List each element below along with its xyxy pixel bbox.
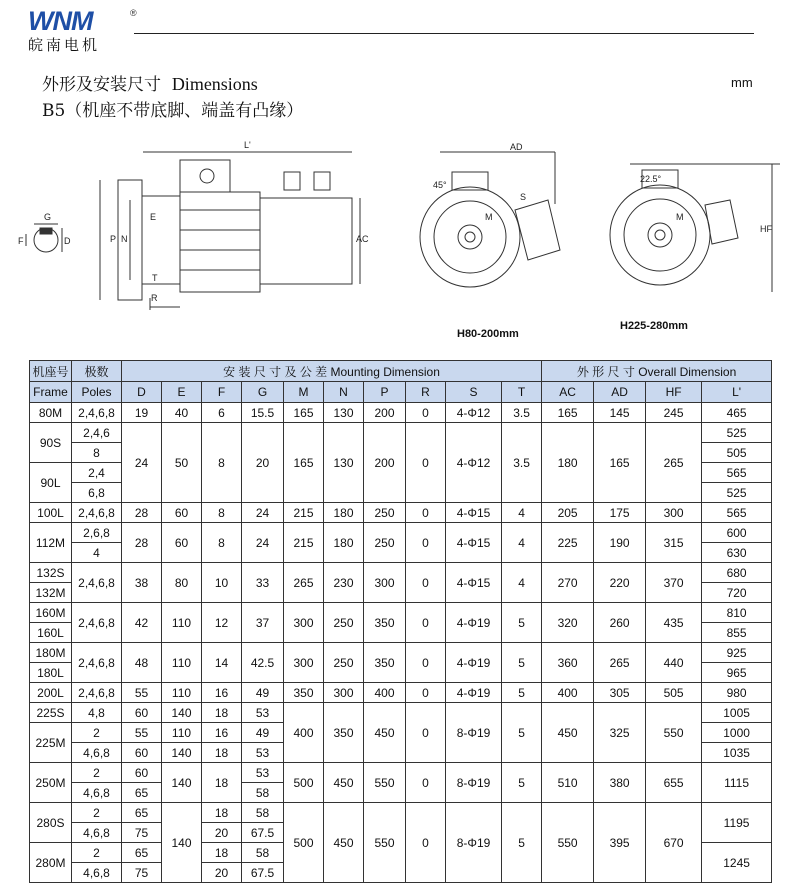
- table-cell: 200: [364, 403, 406, 423]
- table-cell: 8: [72, 443, 122, 463]
- table-cell: 270: [542, 563, 594, 603]
- table-cell: 40: [162, 403, 202, 423]
- table-cell: 132S: [30, 563, 72, 583]
- table-cell: 680: [702, 563, 772, 583]
- table-cell: 0: [406, 643, 446, 683]
- table-cell: 60: [122, 763, 162, 783]
- table-cell: 180: [542, 423, 594, 503]
- caption-large-frame: H225-280mm: [620, 320, 688, 332]
- header-col-n: N: [324, 382, 364, 403]
- table-cell: 4,6,8: [72, 823, 122, 843]
- title-en: Dimensions: [171, 74, 258, 94]
- brand-name: 皖南电机: [28, 36, 101, 54]
- table-cell: 550: [542, 803, 594, 883]
- table-cell: 300: [284, 643, 324, 683]
- header-frame-cn: 机座号: [30, 361, 72, 382]
- table-cell: 350: [364, 643, 406, 683]
- table-row: [30, 403, 772, 423]
- table-cell: 28: [122, 503, 162, 523]
- header-col-ac: AC: [542, 382, 594, 403]
- table-cell: 2,4,6,8: [72, 643, 122, 683]
- table-cell: 50: [162, 423, 202, 503]
- table-cell: 250: [364, 523, 406, 563]
- table-cell: 90S: [30, 423, 72, 463]
- front-view-large-drawing: [610, 164, 780, 292]
- table-cell: 15.5: [242, 403, 284, 423]
- table-cell: 510: [542, 763, 594, 803]
- table-cell: 165: [284, 423, 324, 503]
- table-cell: 565: [702, 463, 772, 483]
- table-row: [30, 503, 772, 523]
- table-cell: 300: [284, 603, 324, 643]
- table-cell: 370: [646, 563, 702, 603]
- table-cell: 140: [162, 763, 202, 803]
- table-cell: 53: [242, 743, 284, 763]
- table-row: [30, 423, 772, 443]
- table-cell: 0: [406, 763, 446, 803]
- table-cell: 49: [242, 683, 284, 703]
- table-cell: 3.5: [502, 423, 542, 503]
- table-cell: 20: [202, 823, 242, 843]
- table-cell: 14: [202, 643, 242, 683]
- table-cell: 1195: [702, 803, 772, 843]
- table-cell: 2,4,6,8: [72, 503, 122, 523]
- table-cell: 360: [542, 643, 594, 683]
- table-cell: 2,4: [72, 463, 122, 483]
- table-cell: 140: [162, 703, 202, 723]
- table-cell: 180M: [30, 643, 72, 663]
- table-cell: 28: [122, 523, 162, 563]
- table-cell: 265: [646, 423, 702, 503]
- table-cell: 205: [542, 503, 594, 523]
- page-title: [42, 70, 258, 95]
- table-cell: 8: [202, 423, 242, 503]
- table-cell: 175: [594, 503, 646, 523]
- table-cell: 280M: [30, 843, 72, 883]
- table-cell: 4,6,8: [72, 743, 122, 763]
- table-cell: 190: [594, 523, 646, 563]
- table-cell: 60: [162, 523, 202, 563]
- caption-small-frame: H80-200mm: [457, 328, 519, 340]
- header-overall: 外 形 尺 寸 Overall Dimension: [542, 361, 772, 382]
- label-t: T: [152, 273, 158, 283]
- table-cell: 75: [122, 823, 162, 843]
- table-cell: 16: [202, 683, 242, 703]
- table-cell: 450: [542, 703, 594, 763]
- table-cell: 1115: [702, 763, 772, 803]
- table-cell: 2,6,8: [72, 523, 122, 543]
- table-cell: 110: [162, 603, 202, 643]
- table-cell: 18: [202, 743, 242, 763]
- table-cell: 380: [594, 763, 646, 803]
- table-cell: 220: [594, 563, 646, 603]
- header-col-s: S: [446, 382, 502, 403]
- table-cell: 53: [242, 763, 284, 783]
- table-cell: 440: [646, 643, 702, 683]
- table-cell: 4: [72, 543, 122, 563]
- table-cell: 18: [202, 843, 242, 863]
- label-hf: HF: [760, 224, 772, 234]
- table-cell: 160L: [30, 623, 72, 643]
- table-cell: 2,4,6,8: [72, 603, 122, 643]
- header-col-m: M: [284, 382, 324, 403]
- header-col-hf: HF: [646, 382, 702, 403]
- table-cell: 2: [72, 763, 122, 783]
- table-cell: 265: [284, 563, 324, 603]
- table-cell: 320: [542, 603, 594, 643]
- table-cell: 4-Φ12: [446, 403, 502, 423]
- table-cell: 33: [242, 563, 284, 603]
- table-cell: 720: [702, 583, 772, 603]
- table-cell: 5: [502, 603, 542, 643]
- table-cell: 0: [406, 403, 446, 423]
- table-cell: 38: [122, 563, 162, 603]
- table-cell: 4-Φ15: [446, 503, 502, 523]
- table-cell: 18: [202, 703, 242, 723]
- table-cell: 400: [364, 683, 406, 703]
- table-cell: 525: [702, 423, 772, 443]
- table-cell: 565: [702, 503, 772, 523]
- table-cell: 6: [202, 403, 242, 423]
- table-cell: 1000: [702, 723, 772, 743]
- table-cell: 8-Φ19: [446, 703, 502, 763]
- header-col-f: F: [202, 382, 242, 403]
- table-row: [30, 523, 772, 543]
- table-cell: 4: [502, 503, 542, 523]
- table-cell: 165: [284, 403, 324, 423]
- table-cell: 4-Φ19: [446, 683, 502, 703]
- table-cell: 130: [324, 403, 364, 423]
- table-cell: 140: [162, 743, 202, 763]
- table-cell: 925: [702, 643, 772, 663]
- label-m: M: [485, 212, 493, 222]
- table-cell: 80: [162, 563, 202, 603]
- table-cell: 550: [364, 763, 406, 803]
- table-cell: 400: [542, 683, 594, 703]
- table-cell: 810: [702, 603, 772, 623]
- table-cell: 37: [242, 603, 284, 643]
- table-cell: 20: [242, 423, 284, 503]
- table-cell: 67.5: [242, 823, 284, 843]
- table-cell: 60: [122, 703, 162, 723]
- table-cell: 0: [406, 803, 446, 883]
- table-cell: 0: [406, 423, 446, 503]
- table-cell: 90L: [30, 463, 72, 503]
- table-cell: 60: [162, 503, 202, 523]
- label-s: S: [520, 192, 527, 202]
- table-cell: 16: [202, 723, 242, 743]
- table-cell: 0: [406, 703, 446, 763]
- header-col-t: T: [502, 382, 542, 403]
- header-poles-cn: 极数: [72, 361, 122, 382]
- brand-logo: [28, 6, 148, 60]
- table-cell: 450: [324, 763, 364, 803]
- table-cell: 20: [202, 863, 242, 883]
- table-cell: 5: [502, 683, 542, 703]
- table-cell: 0: [406, 503, 446, 523]
- table-cell: 1245: [702, 843, 772, 883]
- table-cell: 4: [502, 523, 542, 563]
- table-cell: 200L: [30, 683, 72, 703]
- table-cell: 18: [202, 763, 242, 803]
- table-cell: 110: [162, 723, 202, 743]
- label-ad: AD: [510, 142, 523, 152]
- table-cell: 2,4,6,8: [72, 403, 122, 423]
- header-col-p: P: [364, 382, 406, 403]
- table-row: [30, 563, 772, 583]
- table-cell: 630: [702, 543, 772, 563]
- table-cell: 1005: [702, 703, 772, 723]
- shaft-section-drawing: [26, 224, 62, 252]
- table-cell: 2,4,6: [72, 423, 122, 443]
- table-cell: 8: [202, 503, 242, 523]
- table-cell: 180: [324, 523, 364, 563]
- table-cell: 110: [162, 683, 202, 703]
- header-mounting: 安 装 尺 寸 及 公 差 Mounting Dimension: [122, 361, 542, 382]
- table-cell: 670: [646, 803, 702, 883]
- table-cell: 2,4,6,8: [72, 563, 122, 603]
- table-cell: 8: [202, 523, 242, 563]
- table-cell: 225M: [30, 723, 72, 763]
- side-view-drawing: [100, 152, 360, 310]
- table-cell: 1035: [702, 743, 772, 763]
- table-cell: 300: [324, 683, 364, 703]
- table-cell: 265: [594, 643, 646, 683]
- table-cell: 200: [364, 423, 406, 503]
- table-cell: 230: [324, 563, 364, 603]
- header-rule: [134, 33, 754, 34]
- table-row: [30, 683, 772, 703]
- table-cell: 350: [364, 603, 406, 643]
- header-col-e: E: [162, 382, 202, 403]
- table-cell: 80M: [30, 403, 72, 423]
- table-row: [30, 382, 772, 403]
- table-cell: 280S: [30, 803, 72, 843]
- table-cell: 0: [406, 563, 446, 603]
- label-ac: AC: [356, 234, 369, 244]
- table-cell: 505: [646, 683, 702, 703]
- table-row: [30, 763, 772, 783]
- label-p: P: [110, 234, 117, 244]
- label-g: G: [44, 212, 52, 222]
- header-col-g: G: [242, 382, 284, 403]
- table-cell: 2: [72, 723, 122, 743]
- table-cell: 215: [284, 503, 324, 523]
- table-cell: 58: [242, 803, 284, 823]
- table-cell: 180: [324, 503, 364, 523]
- table-cell: 0: [406, 523, 446, 563]
- table-cell: 300: [364, 563, 406, 603]
- table-cell: 18: [202, 803, 242, 823]
- table-cell: 53: [242, 703, 284, 723]
- table-cell: 112M: [30, 523, 72, 563]
- table-cell: 65: [122, 843, 162, 863]
- table-cell: 55: [122, 683, 162, 703]
- label-45deg: 45°: [433, 180, 447, 190]
- table-cell: 350: [284, 683, 324, 703]
- table-cell: 4-Φ15: [446, 523, 502, 563]
- table-cell: 165: [542, 403, 594, 423]
- table-cell: 435: [646, 603, 702, 643]
- table-cell: 4,8: [72, 703, 122, 723]
- table-cell: 300: [646, 503, 702, 523]
- table-cell: 505: [702, 443, 772, 463]
- table-cell: 75: [122, 863, 162, 883]
- title-cn: 外形及安装尺寸: [42, 75, 161, 95]
- label-22deg: 22.5°: [640, 174, 662, 184]
- table-cell: 55: [122, 723, 162, 743]
- table-cell: 250M: [30, 763, 72, 803]
- table-cell: 58: [242, 843, 284, 863]
- label-l-prime: L': [244, 140, 251, 150]
- table-cell: 305: [594, 683, 646, 703]
- dimension-table: [29, 360, 772, 883]
- table-cell: 250: [324, 603, 364, 643]
- table-cell: 225S: [30, 703, 72, 723]
- table-cell: 2: [72, 843, 122, 863]
- table-cell: 180L: [30, 663, 72, 683]
- table-cell: 4-Φ12: [446, 423, 502, 503]
- table-cell: 550: [646, 703, 702, 763]
- table-cell: 130: [324, 423, 364, 503]
- table-cell: 855: [702, 623, 772, 643]
- table-cell: 4,6,8: [72, 863, 122, 883]
- table-cell: 245: [646, 403, 702, 423]
- header-frame: Frame: [30, 382, 72, 403]
- table-cell: 2: [72, 803, 122, 823]
- table-row: [30, 703, 772, 723]
- table-cell: 395: [594, 803, 646, 883]
- table-row: [30, 603, 772, 623]
- table-cell: 6,8: [72, 483, 122, 503]
- header-poles: Poles: [72, 382, 122, 403]
- table-cell: 4-Φ15: [446, 563, 502, 603]
- table-cell: 8-Φ19: [446, 803, 502, 883]
- header-col-l: L': [702, 382, 772, 403]
- table-row: [30, 643, 772, 663]
- table-row: [30, 803, 772, 823]
- table-cell: 60: [122, 743, 162, 763]
- table-cell: 24: [242, 503, 284, 523]
- table-cell: 24: [122, 423, 162, 503]
- dimension-drawings: [0, 120, 800, 355]
- table-cell: 315: [646, 523, 702, 563]
- table-cell: 600: [702, 523, 772, 543]
- table-cell: 58: [242, 783, 284, 803]
- table-cell: 655: [646, 763, 702, 803]
- table-cell: 48: [122, 643, 162, 683]
- table-cell: 4,6,8: [72, 783, 122, 803]
- table-cell: 525: [702, 483, 772, 503]
- table-cell: 49: [242, 723, 284, 743]
- table-cell: 965: [702, 663, 772, 683]
- table-cell: 67.5: [242, 863, 284, 883]
- table-cell: 450: [364, 703, 406, 763]
- header-col-r: R: [406, 382, 446, 403]
- header-col-d: D: [122, 382, 162, 403]
- table-cell: 465: [702, 403, 772, 423]
- table-cell: 165: [594, 423, 646, 503]
- table-cell: 550: [364, 803, 406, 883]
- table-cell: 350: [324, 703, 364, 763]
- label-f: F: [18, 236, 24, 246]
- table-cell: 2,4,6,8: [72, 683, 122, 703]
- table-cell: 980: [702, 683, 772, 703]
- table-cell: 160M: [30, 603, 72, 623]
- label-n: N: [121, 234, 128, 244]
- table-cell: 42.5: [242, 643, 284, 683]
- label-r: R: [151, 293, 158, 303]
- label-e: E: [150, 212, 157, 222]
- table-cell: 140: [162, 803, 202, 883]
- table-cell: 10: [202, 563, 242, 603]
- table-row: [30, 361, 772, 382]
- table-cell: 400: [284, 703, 324, 763]
- table-cell: 260: [594, 603, 646, 643]
- table-cell: 5: [502, 803, 542, 883]
- unit-label: mm: [731, 75, 753, 90]
- table-cell: 110: [162, 643, 202, 683]
- table-cell: 250: [324, 643, 364, 683]
- table-cell: 5: [502, 763, 542, 803]
- table-cell: 65: [122, 783, 162, 803]
- table-cell: 5: [502, 703, 542, 763]
- logo-mark: WNM: [28, 6, 93, 36]
- table-cell: 100L: [30, 503, 72, 523]
- table-cell: 19: [122, 403, 162, 423]
- table-cell: 4-Φ19: [446, 603, 502, 643]
- table-cell: 0: [406, 683, 446, 703]
- table-cell: 250: [364, 503, 406, 523]
- table-cell: 325: [594, 703, 646, 763]
- label-m2: M: [676, 212, 684, 222]
- table-cell: 3.5: [502, 403, 542, 423]
- table-cell: 0: [406, 603, 446, 643]
- page-subtitle: B5（机座不带底脚、端盖有凸缘）: [42, 101, 304, 121]
- table-cell: 500: [284, 803, 324, 883]
- registered-mark: ®: [130, 8, 137, 18]
- table-cell: 215: [284, 523, 324, 563]
- label-d: D: [64, 236, 71, 246]
- table-cell: 145: [594, 403, 646, 423]
- table-cell: 500: [284, 763, 324, 803]
- table-cell: 65: [122, 803, 162, 823]
- table-cell: 450: [324, 803, 364, 883]
- table-cell: 225: [542, 523, 594, 563]
- table-cell: 132M: [30, 583, 72, 603]
- table-cell: 5: [502, 643, 542, 683]
- table-cell: 8-Φ19: [446, 763, 502, 803]
- table-cell: 4: [502, 563, 542, 603]
- table-cell: 4-Φ19: [446, 643, 502, 683]
- table-cell: 42: [122, 603, 162, 643]
- table-cell: 12: [202, 603, 242, 643]
- table-cell: 24: [242, 523, 284, 563]
- header-col-ad: AD: [594, 382, 646, 403]
